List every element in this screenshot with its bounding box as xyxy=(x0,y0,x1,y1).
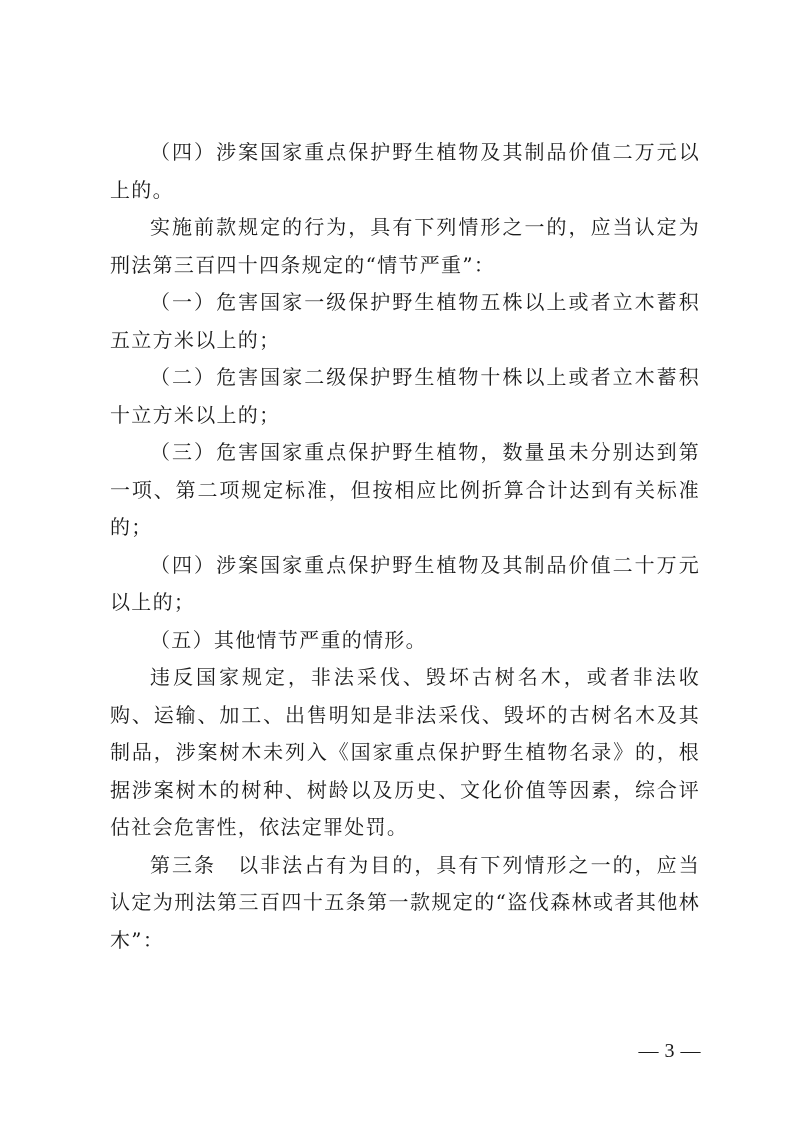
page-number: — 3 — xyxy=(638,1040,701,1062)
document-body xyxy=(110,134,700,959)
paragraph-serious-item-1: （一）危害国家一级保护野生植物五株以上或者立木蓄积五立方米以上的； xyxy=(110,290,700,352)
paragraph-serious-item-5: （五）其他情节严重的情形。 xyxy=(150,627,427,652)
paragraph-serious-item-3: （三）危害国家重点保护野生植物，数量虽未分别达到第一项、第二项规定标准，但按相应比例折算合计达到有关标准的； xyxy=(110,440,700,539)
paragraph-serious-circumstances-intro: 实施前款规定的行为，具有下列情形之一的，应当认定为刑法第三百四十四条规定的“情节严重”： xyxy=(110,215,700,277)
paragraph-item-4-value-threshold: （四）涉案国家重点保护野生植物及其制品价值二万元以上的。 xyxy=(110,140,700,202)
paragraph-ancient-trees: 违反国家规定，非法采伐、毁坏古树名木，或者非法收购、运输、加工、出售明知是非法采伐、毁坏的古树名木及其制品，涉案树木未列入《国家重点保护野生植物名录》的，根据涉案树木的树种、树龄以及历史、文化价值等因素，综合评估社会危害性，依法定罪处罚。 xyxy=(110,665,700,839)
paragraph-serious-item-4: （四）涉案国家重点保护野生植物及其制品价值二十万元以上的； xyxy=(110,552,700,614)
paragraph-serious-item-2: （二）危害国家二级保护野生植物十株以上或者立木蓄积十立方米以上的； xyxy=(110,365,700,427)
paragraph-article-3: 第三条 以非法占有为目的，具有下列情形之一的，应当认定为刑法第三百四十五条第一款规定的“盗伐森林或者其他林木”： xyxy=(110,852,700,952)
